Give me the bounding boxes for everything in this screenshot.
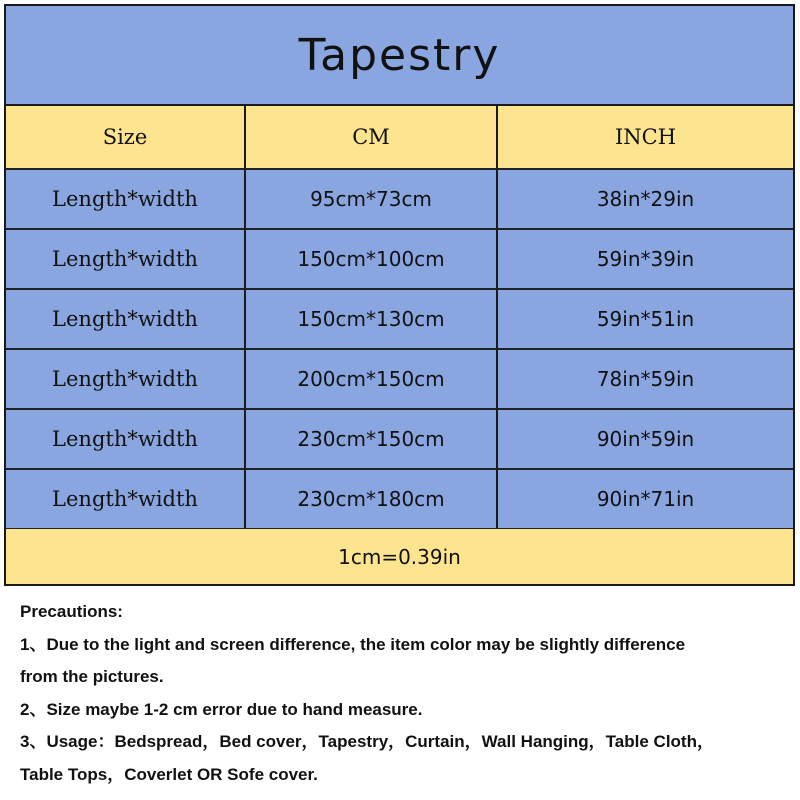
cm-cell: 95cm*73cm	[246, 170, 498, 228]
table-row	[6, 470, 793, 528]
table-row	[6, 230, 793, 288]
precautions-heading: Precautions:	[20, 602, 123, 621]
page-title: Tapestry	[298, 29, 501, 81]
precaution-line: from the pictures.	[20, 667, 164, 686]
table-header-row	[6, 106, 793, 168]
precaution-line: Table Tops，Coverlet OR Sofe cover.	[20, 764, 318, 784]
size-table	[4, 4, 795, 586]
header-cm: CM	[246, 106, 498, 168]
precautions-section	[20, 596, 790, 791]
size-cell: Length*width	[6, 410, 246, 468]
inch-cell: 90in*59in	[498, 410, 793, 468]
size-cell: Length*width	[6, 350, 246, 408]
precaution-line: 3、Usage：Bedspread，Bed cover，Tapestry，Curtain，Wall Hanging，Table Cloth，	[20, 732, 714, 751]
precaution-line: 2、Size maybe 1-2 cm error due to hand measure.	[20, 699, 423, 719]
conversion-text: 1cm=0.39in	[338, 544, 461, 569]
header-inch: INCH	[498, 106, 793, 168]
inch-cell: 38in*29in	[498, 170, 793, 228]
size-cell: Length*width	[6, 470, 246, 528]
header-size: Size	[6, 106, 246, 168]
cm-cell: 230cm*180cm	[246, 470, 498, 528]
inch-cell: 59in*51in	[498, 290, 793, 348]
precaution-line: 1、Due to the light and screen difference, the item color may be slightly difference	[20, 634, 686, 654]
cm-cell: 150cm*130cm	[246, 290, 498, 348]
cm-cell: 150cm*100cm	[246, 230, 498, 288]
table-row	[6, 290, 793, 348]
table-row	[6, 410, 793, 468]
inch-cell: 78in*59in	[498, 350, 793, 408]
conversion-row	[6, 529, 793, 584]
table-row	[6, 170, 793, 228]
size-cell: Length*width	[6, 170, 246, 228]
cm-cell: 230cm*150cm	[246, 410, 498, 468]
size-cell: Length*width	[6, 230, 246, 288]
inch-cell: 90in*71in	[498, 470, 793, 528]
title-bar	[6, 6, 793, 106]
cm-cell: 200cm*150cm	[246, 350, 498, 408]
table-row	[6, 350, 793, 408]
size-cell: Length*width	[6, 290, 246, 348]
inch-cell: 59in*39in	[498, 230, 793, 288]
